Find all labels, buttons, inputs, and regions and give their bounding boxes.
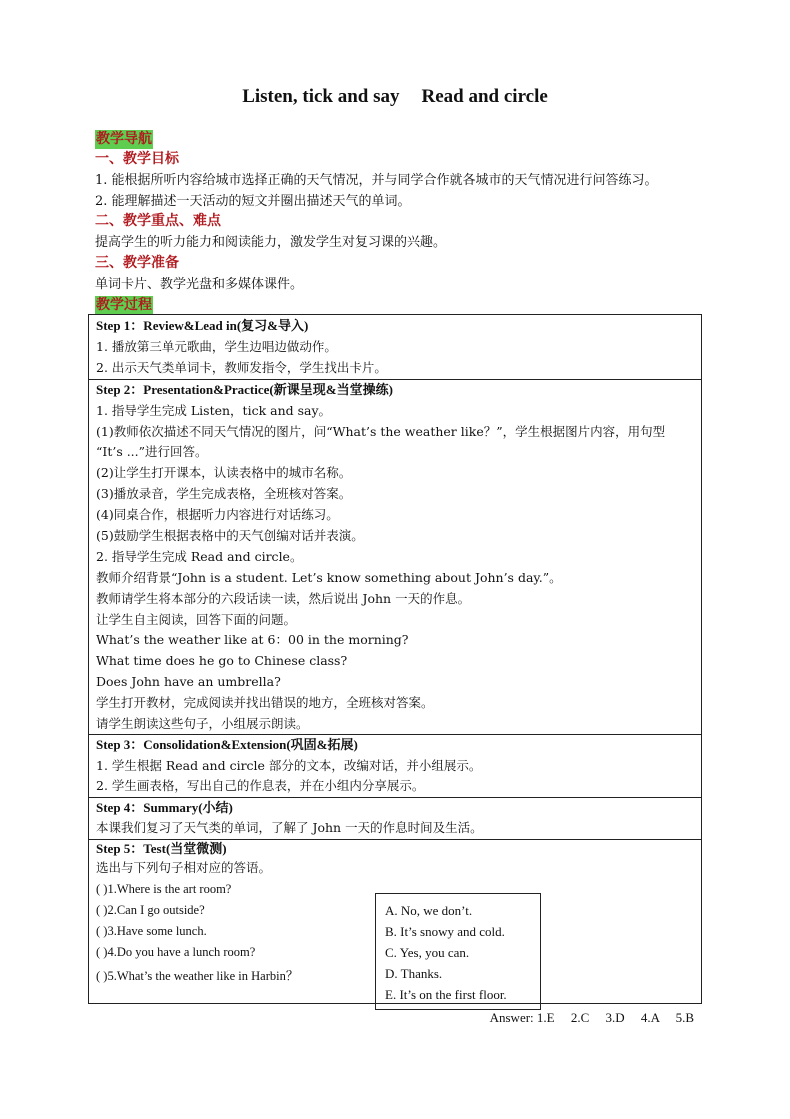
step-1-line-1: 1. 播放第三单元歌曲，学生边唱边做动作。 [96,339,337,354]
step-2-line: (2)让学生打开课本，认读表格中的城市名称。 [96,465,352,480]
answer-option: E. It’s on the first floor. [385,987,507,1002]
answer-option: A. No, we don’t. [385,903,473,918]
step-5-instruction: 选出与下列句子相对应的答语。 [96,860,272,875]
step-1-title: Step 1：Review&Lead in(复习&导入) [96,318,309,333]
step-5 [89,840,701,1025]
step-2-line: (5)鼓励学生根据表格中的天气创编对话并表演。 [96,528,364,543]
title-part-2: Read and circle [421,86,548,107]
preparation-text: 单词卡片、教学光盘和多媒体课件。 [95,277,304,292]
step-5-title: Step 5：Test(当堂微测) [96,841,227,856]
test-question: ( )2.Can I go outside? [96,903,205,917]
step-3 [89,735,701,798]
step-2 [89,380,701,735]
step-2-line: Does John have an umbrella? [96,674,281,689]
objective-item-2: 2. 能理解描述一天活动的短文并圈出描述天气的单词。 [95,194,411,209]
step-2-line: 2. 指导学生完成 Read and circle。 [96,549,303,564]
objective-item-1: 1. 能根据所听内容给城市选择正确的天气情况，并与同学合作就各城市的天气情况进行问答练习。 [95,173,658,188]
step-2-line: What’s the weather like at 6：00 in the morning? [96,632,409,647]
teaching-process-table [88,314,702,1025]
objectives-heading: 一、教学目标 [95,151,179,167]
test-question: ( )3.Have some lunch. [96,924,207,938]
answer-option: D. Thanks. [385,966,443,981]
step-2-line: (4)同桌合作，根据听力内容进行对话练习。 [96,507,339,522]
key-points-heading: 二、教学重点、难点 [95,213,221,229]
step-2-title: Step 2：Presentation&Practice(新课呈现&当堂操练) [96,382,393,397]
title-part-1: Listen, tick and say [242,86,400,107]
preparation-heading: 三、教学准备 [95,255,179,271]
step-2-line: (1)教师依次描述不同天气情况的图片，问“What’s the weather like？”，学生根据图片内容，用句型 [96,424,666,439]
page-title [0,86,790,108]
step-2-line: 让学生自主阅读，回答下面的问题。 [96,612,297,627]
step-2-line: (3)播放录音，学生完成表格，全班核对答案。 [96,486,352,501]
test-question: ( )5.What’s the weather like in Harbin？ [96,969,299,983]
key-points-text: 提高学生的听力能力和阅读能力，激发学生对复习课的兴趣。 [95,235,447,250]
step-2-line: 教师介绍背景“John is a student. Let’s know something about John’s day.”。 [96,570,562,585]
step-3-title: Step 3：Consolidation&Extension(巩固&拓展) [96,737,358,752]
answer-option: C. Yes, you can. [385,945,470,960]
step-3-line-1: 1. 学生根据 Read and circle 部分的文本，改编对话，并小组展示。 [96,758,482,773]
answer-option: B. It’s snowy and cold. [385,924,505,939]
step-2-line: “It’s ...”进行回答。 [96,444,208,459]
step-4-title: Step 4：Summary(小结) [96,800,233,815]
step-2-line: What time does he go to Chinese class? [96,653,348,668]
step-2-line: 学生打开教材，完成阅读并找出错误的地方，全班核对答案。 [96,695,434,710]
step-4-line-1: 本课我们复习了天气类的单词，了解了 John 一天的作息时间及生活。 [96,820,483,835]
step-1 [89,315,701,380]
step-2-line: 请学生朗读这些句子，小组展示朗读。 [96,716,309,731]
test-question: ( )1.Where is the art room? [96,882,232,896]
step-1-line-2: 2. 出示天气类单词卡，教师发指令，学生找出卡片。 [96,360,387,375]
step-2-line: 1. 指导学生完成 Listen，tick and say。 [96,403,332,418]
guide-heading: 教学导航 [96,131,152,147]
answer-options-box [375,893,541,1010]
step-3-line-2: 2. 学生画表格，写出自己的作息表，并在小组内分享展示。 [96,778,425,793]
step-2-line: 教师请学生将本部分的六段话读一读，然后说出 John 一天的作息。 [96,591,471,606]
step-4 [89,798,701,840]
process-heading: 教学过程 [96,297,152,313]
test-question: ( )4.Do you have a lunch room? [96,945,256,959]
answer-key: Answer: 1.E 2.C 3.D 4.A 5.B [489,1010,694,1025]
